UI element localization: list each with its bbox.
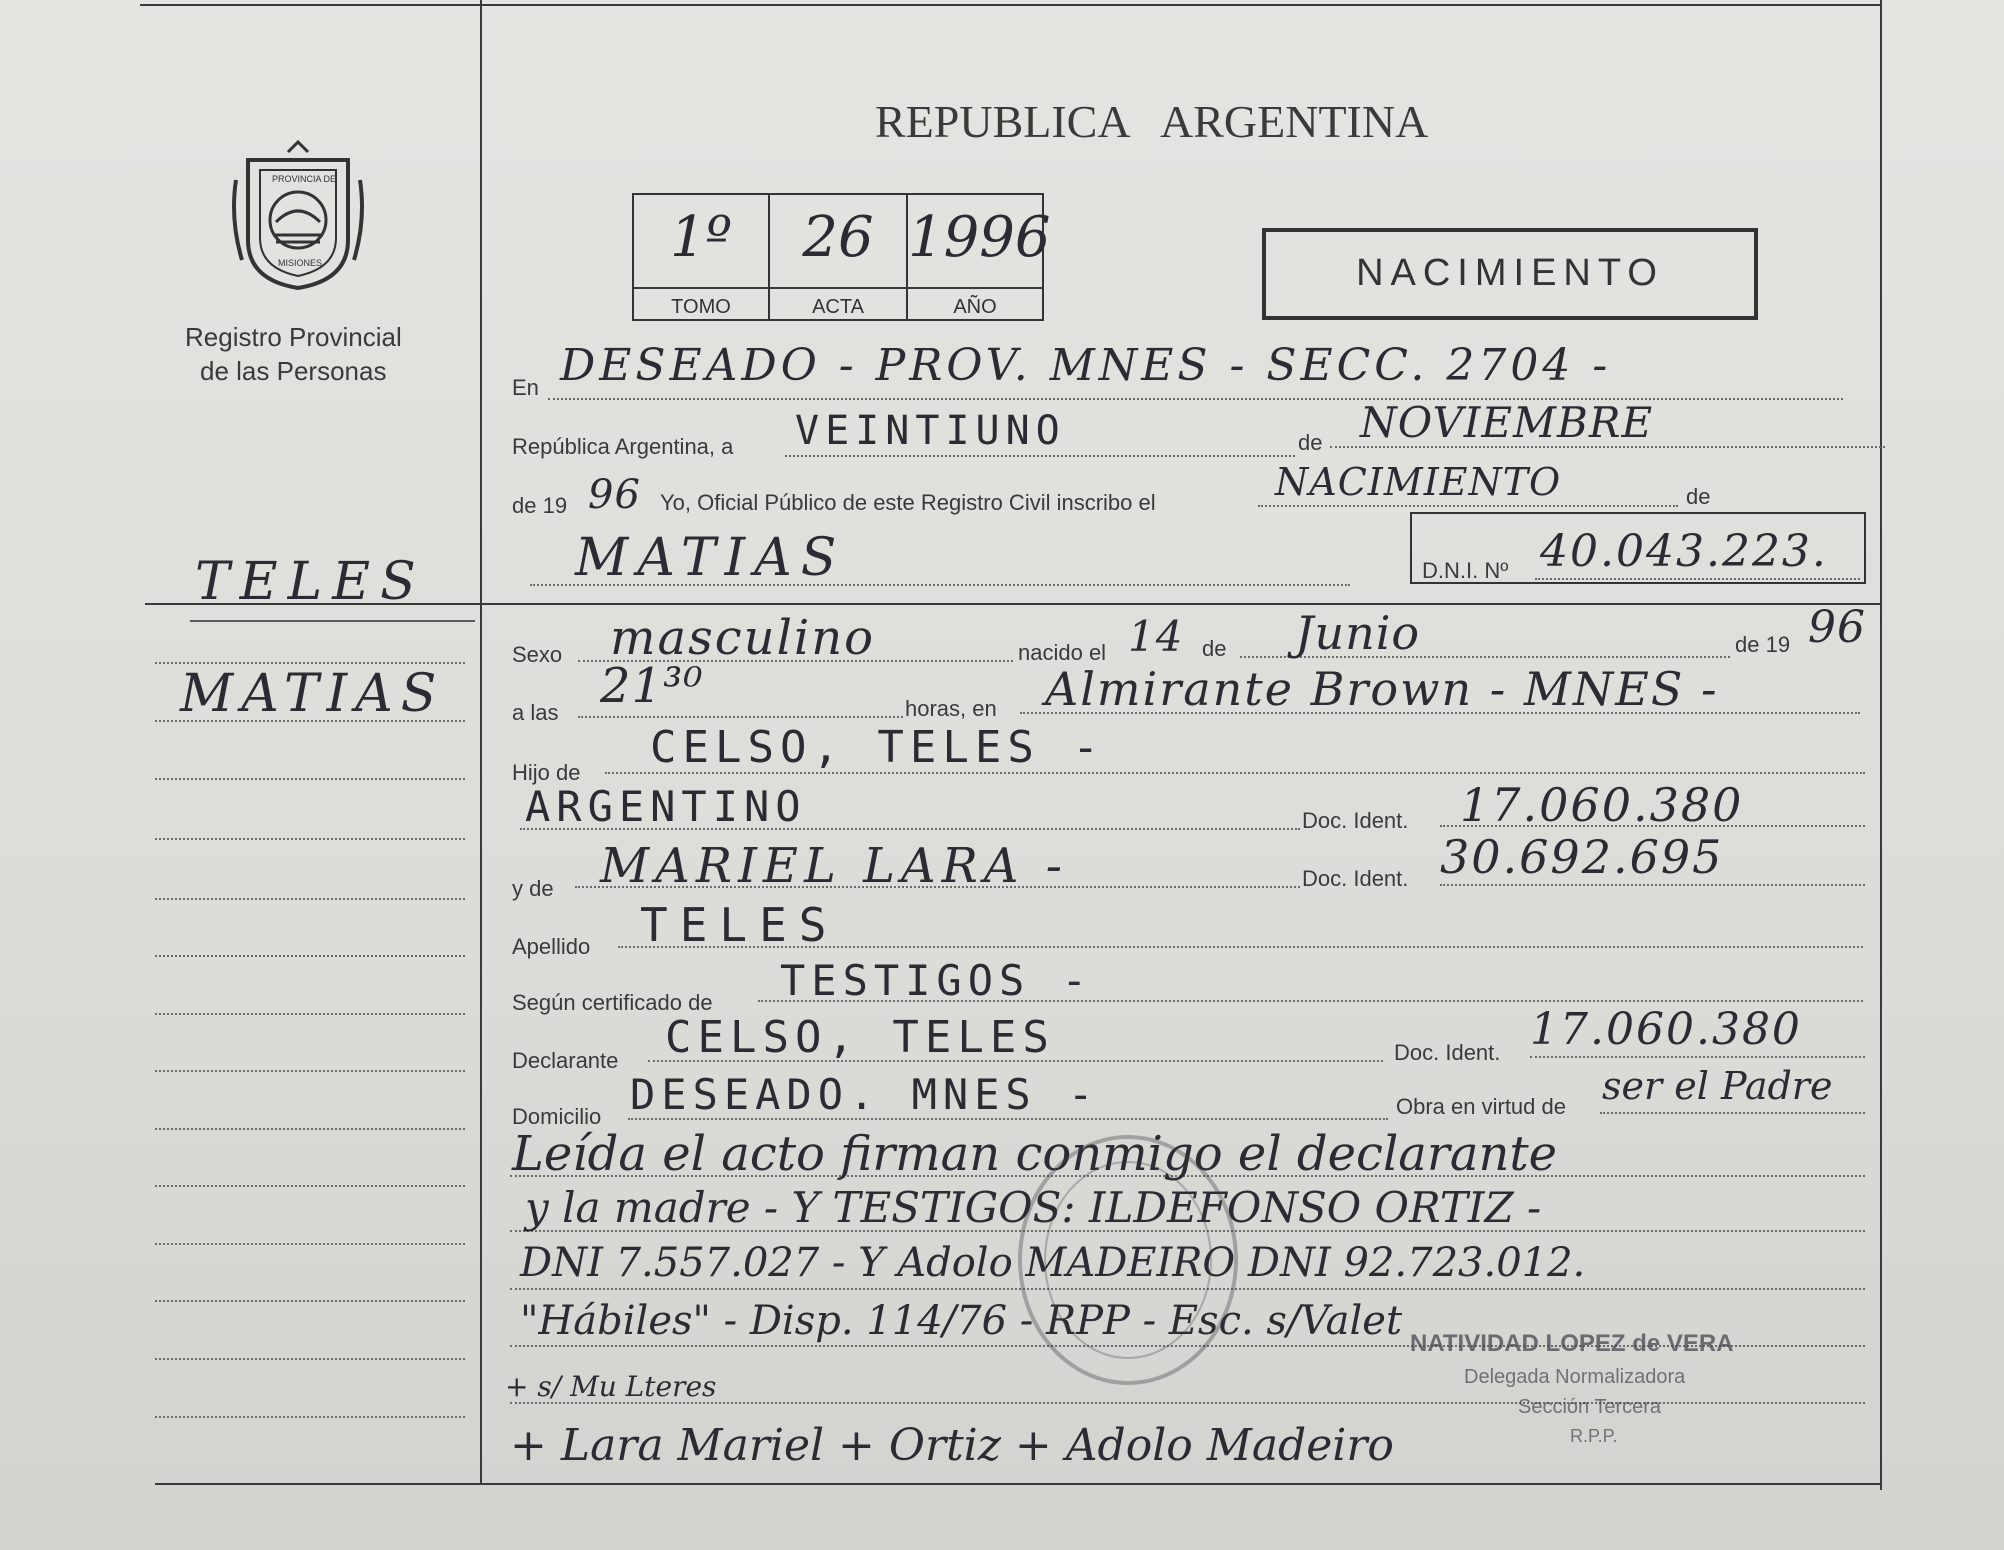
birth-year: 96: [1808, 602, 1866, 653]
hijo-label: Hijo de: [512, 760, 581, 785]
horas-label: horas, en: [905, 696, 997, 721]
doc-ident-label: Doc. Ident.: [1302, 808, 1409, 833]
yde-label: y de: [512, 876, 554, 901]
notes-line-1-text: Leída el acto firman conmigo el declarante: [512, 1126, 1558, 1182]
country-title: REPUBLICA ARGENTINA: [875, 96, 1429, 147]
stamp-title: Delegada Normalizadora: [1464, 1366, 1686, 1388]
act-line: [1258, 505, 1678, 507]
registration-month: NOVIEMBRE: [1360, 398, 1654, 447]
apellido-label: Apellido: [512, 934, 591, 959]
child-name: MATIAS: [575, 528, 846, 588]
margin-line: [155, 1070, 465, 1072]
birthplace: Almirante Brown - MNES -: [1045, 662, 1719, 716]
day-line: [785, 455, 1295, 457]
margin-line: [155, 720, 465, 722]
de-label-2: de: [1686, 484, 1711, 509]
official-stamp: [1410, 1330, 1810, 1470]
seal-top-text: PROVINCIA DE: [272, 174, 337, 184]
notes-line-3-text: DNI 7.557.027 - Y Adolo MADEIRO DNI 92.723.012.: [520, 1240, 1586, 1286]
act-type-label: NACIMIENTO: [1356, 252, 1664, 294]
apellido-value: TELES: [640, 898, 839, 952]
birth-month: Junio: [1295, 606, 1421, 660]
tomo-cell: [632, 193, 770, 321]
margin-line: [155, 838, 465, 840]
republica-label: República Argentina, a: [512, 434, 734, 459]
alas-label: a las: [512, 700, 559, 725]
oficial-label: Yo, Oficial Público de este Registro Civil inscribo el: [660, 490, 1156, 515]
notes-line-4-text: "Hábiles" - Disp. 114/76 - RPP - Esc. s/Valet: [520, 1298, 1403, 1344]
margin-line: [155, 1416, 465, 1418]
seal-bottom-text: MISIONES: [278, 258, 323, 268]
top-border: [140, 4, 1880, 6]
anio-value: 1996: [908, 205, 1051, 270]
segun-label: Según certificado de: [512, 990, 713, 1015]
declarante-label: Declarante: [512, 1048, 619, 1073]
registration-day: VEINTIUNO: [795, 408, 1066, 454]
margin-line: [155, 778, 465, 780]
margin-line: [155, 1128, 465, 1130]
nacido-label: nacido el: [1018, 640, 1107, 665]
registry-name: Registro Provincial: [185, 322, 402, 352]
sexo-label: Sexo: [512, 642, 563, 667]
left-column-divider: [480, 0, 482, 1485]
sex-value: masculino: [610, 610, 876, 666]
margin-line: [155, 898, 465, 900]
anio-label: AÑO: [953, 296, 997, 318]
margin-surname: TELES: [195, 552, 426, 612]
mother-doc-line: [1440, 884, 1865, 886]
table-label-divider: [632, 287, 1044, 289]
stamp-initials: R.P.P.: [1570, 1426, 1618, 1446]
en-label: En: [512, 375, 539, 400]
certificate-value: TESTIGOS -: [780, 956, 1093, 1005]
registered-act: NACIMIENTO: [1275, 460, 1562, 504]
doc-ident-label-2: Doc. Ident.: [1302, 866, 1409, 891]
father-name: CELSO, TELES -: [650, 722, 1105, 773]
acta-value: 26: [802, 205, 874, 270]
declarante-doc: 17.060.380: [1530, 1004, 1802, 1055]
dni-label: D.N.I. Nº: [1422, 558, 1509, 583]
signatures-text: + Lara Mariel + Ortiz + Adolo Madeiro: [510, 1420, 1394, 1471]
declarante-doc-line: [1530, 1056, 1865, 1058]
obra-line: [1600, 1112, 1865, 1114]
right-border: [1880, 0, 1882, 1490]
de-label: de: [1298, 430, 1323, 455]
place-of-registration: DESEADO - PROV. MNES - SECC. 2704 -: [560, 340, 1612, 391]
de19-label: de 19: [1735, 632, 1791, 657]
declarante-name: CELSO, TELES: [665, 1012, 1055, 1063]
stamp-section: Sección Tercera: [1518, 1396, 1662, 1418]
obra-label: Obra en virtud de: [1396, 1094, 1566, 1119]
margin-line: [155, 662, 465, 664]
official-round-seal-icon: [1018, 1135, 1238, 1385]
bottom-border: [155, 1483, 1880, 1485]
act-type-box: [1262, 228, 1758, 320]
stamp-name: NATIVIDAD LOPEZ de VERA: [1410, 1330, 1734, 1357]
obra-value: ser el Padre: [1602, 1064, 1833, 1108]
notes-line-5-text: + s/ Mu Lteres: [505, 1370, 717, 1403]
domicilio-label: Domicilio: [512, 1104, 602, 1129]
margin-line: [155, 1013, 465, 1015]
registry-name-2: de las Personas: [200, 356, 387, 386]
acta-cell: [768, 193, 908, 321]
margin-underline-1: [190, 620, 475, 622]
notes-line-2-text: y la madre - Y TESTIGOS: ILDEFONSO ORTIZ -: [525, 1183, 1542, 1232]
birth-hour: 21³⁰: [600, 658, 704, 714]
hour-line: [578, 716, 903, 718]
margin-line: [155, 955, 465, 957]
margin-line: [155, 1300, 465, 1302]
anio-cell: [906, 193, 1051, 321]
margin-given-name: MATIAS: [180, 664, 445, 724]
dni-line: [1535, 578, 1860, 580]
mother-name: MARIEL LARA -: [600, 838, 1068, 894]
dni-value: 40.043.223.: [1540, 526, 1828, 577]
margin-line: [155, 1243, 465, 1245]
doc-ident-label-3: Doc. Ident.: [1394, 1040, 1501, 1065]
father-nationality: ARGENTINO: [525, 782, 807, 831]
margin-line: [155, 1185, 465, 1187]
de-label-3: de: [1202, 636, 1227, 661]
tomo-value: 1º: [670, 205, 732, 270]
margin-line: [155, 1358, 465, 1360]
birth-day: 14: [1128, 612, 1184, 661]
province-seal-icon: [228, 140, 368, 290]
father-doc: 17.060.380: [1460, 778, 1744, 832]
tomo-label: TOMO: [671, 296, 731, 318]
registration-year: 96: [588, 472, 641, 518]
mother-doc: 30.692.695: [1440, 830, 1724, 884]
acta-label: ACTA: [812, 296, 864, 318]
year-prefix-label: de 19: [512, 493, 568, 518]
domicilio-value: DESEADO. MNES -: [630, 1070, 1100, 1119]
